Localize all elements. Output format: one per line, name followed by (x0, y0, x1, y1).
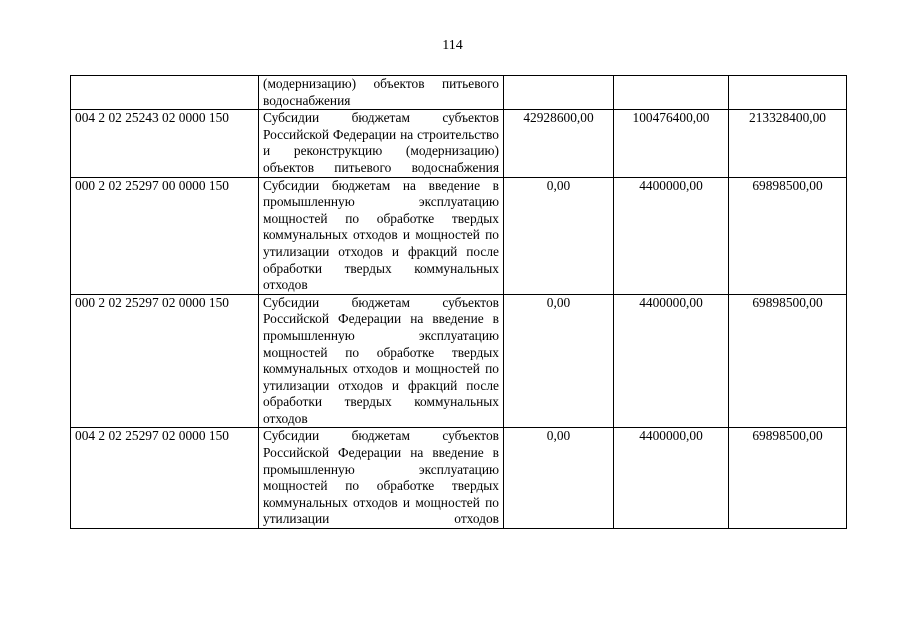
table-row (71, 76, 847, 110)
table-cell-value-1: 0,00 (504, 177, 614, 294)
table-cell-name: Субсидии бюджетам субъектов Российской Федерации на введение в промышленную эксплуатацию мощностей по обработке твердых коммунальных отходов и мощностей по утилизации отходов (259, 428, 504, 529)
budget-table (70, 75, 847, 529)
table-cell-code: 000 2 02 25297 00 0000 150 (71, 177, 259, 294)
table-cell-code: 004 2 02 25243 02 0000 150 (71, 110, 259, 177)
table-cell-name: Субсидии бюджетам субъектов Российской Федерации на строительство и реконструкцию (модернизацию) объектов питьевого водоснабжения (259, 110, 504, 177)
table-cell-value-2: 4400000,00 (614, 294, 729, 428)
table-cell-value-2: 4400000,00 (614, 177, 729, 294)
table-cell-value-1: 0,00 (504, 294, 614, 428)
table-row (71, 294, 847, 428)
table-row (71, 428, 847, 529)
table-cell-value-3: 69898500,00 (729, 428, 847, 529)
page-number: 114 (442, 38, 463, 53)
table-cell-value-3 (729, 76, 847, 110)
table-cell-value-1: 0,00 (504, 428, 614, 529)
table-cell-value-3: 69898500,00 (729, 294, 847, 428)
table-cell-code: 004 2 02 25297 02 0000 150 (71, 428, 259, 529)
table-cell-code: 000 2 02 25297 02 0000 150 (71, 294, 259, 428)
table-row (71, 110, 847, 177)
table-cell-value-2: 100476400,00 (614, 110, 729, 177)
table-cell-name: Субсидии бюджетам субъектов Российской Федерации на введение в промышленную эксплуатацию мощностей по обработке твердых коммунальных отходов и мощностей по утилизации отходов и фракций после обработки твердых коммунальных отходов (259, 294, 504, 428)
table-cell-value-1 (504, 76, 614, 110)
table-cell-value-3: 69898500,00 (729, 177, 847, 294)
table-cell-value-2 (614, 76, 729, 110)
table-cell-value-3: 213328400,00 (729, 110, 847, 177)
table-cell-value-2: 4400000,00 (614, 428, 729, 529)
table-cell-name: (модернизацию) объектов питьевого водоснабжения (259, 76, 504, 110)
table-cell-name: Субсидии бюджетам на введение в промышленную эксплуатацию мощностей по обработке твердых коммунальных отходов и мощностей по утилизации отходов и фракций после обработки твердых коммунальных отходов (259, 177, 504, 294)
table-cell-code (71, 76, 259, 110)
table-cell-value-1: 42928600,00 (504, 110, 614, 177)
table-row (71, 177, 847, 294)
